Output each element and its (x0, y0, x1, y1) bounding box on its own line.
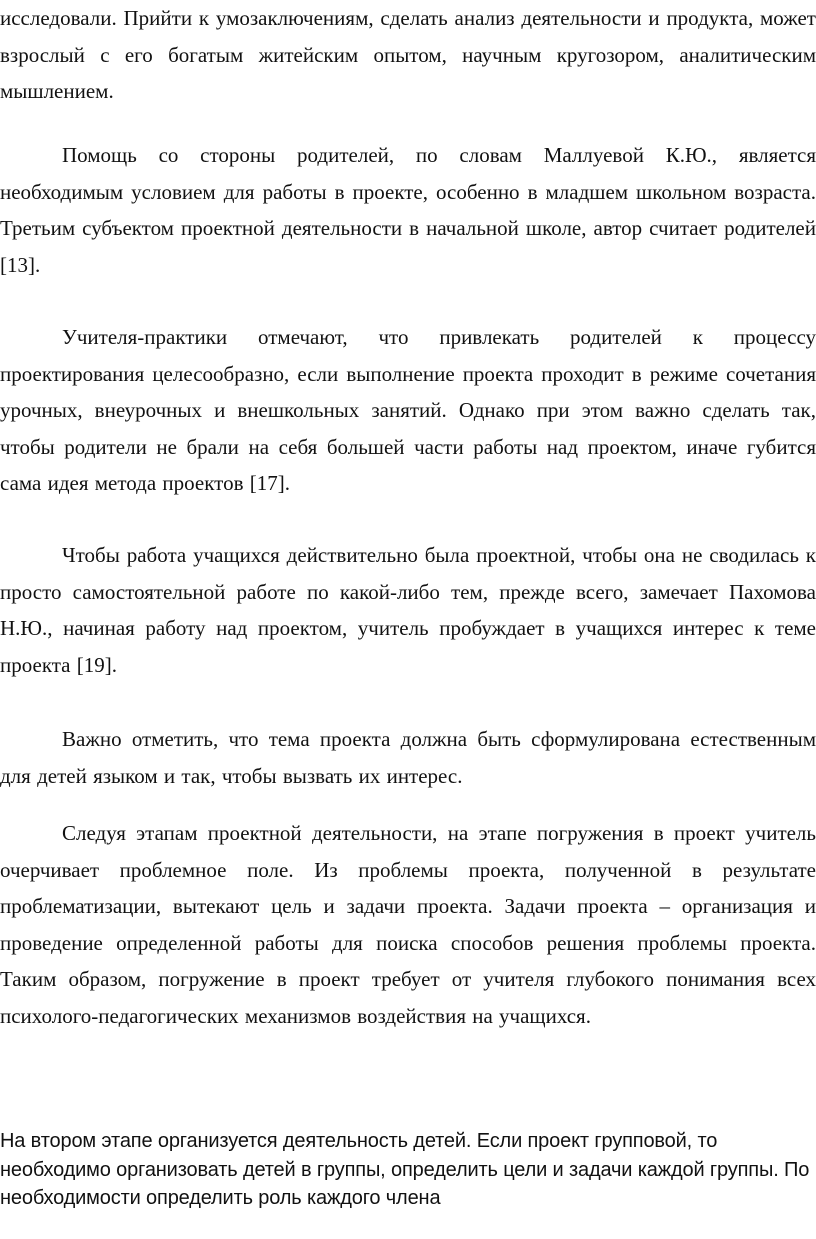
paragraph-parents-help: Помощь со стороны родителей, по словам Маллуевой К.Ю., является необходимым условием для работы в проекте, особенно в младшем школьном возраста. Третьим субъектом проектной деятельности в начальной школе, автор считает родителей [13]. (0, 143, 816, 277)
paragraph-second-stage: На втором этапе организуется деятельность детей. Если проект групповой, то необходимо организовать детей в группы, определить цели и задачи каждой группы. По необходимости определить роль каждого члена (0, 1130, 810, 1209)
paragraph-student-interest: Чтобы работа учащихся действительно была проектной, чтобы она не сводилась к просто самостоятельной работе по какой-либо тем, прежде всего, замечает Пахомова Н.Ю., начиная работу над проектом, учитель пробуждает в учащихся интерес к теме проекта [19]. (0, 543, 816, 677)
paragraph-immersion-stage: Следуя этапам проектной деятельности, на этапе погружения в проект учитель очерчивает проблемное поле. Из проблемы проекта, полученной в результате проблематизации, вытекают цель и задачи проекта. Задачи проекта – организация и проведение определенной работы для поиска способов решения проблемы проекта. Таким образом, погружение в проект требует от учителя глубокого понимания всех психолого-педагогических механизмов воздействия на учащихся. (0, 821, 816, 1028)
paragraph-project-topic: Важно отметить, что тема проекта должна быть сформулирована естественным для детей языком и так, чтобы вызвать их интерес. (0, 727, 816, 788)
paragraph-teachers-practitioners: Учителя-практики отмечают, что привлекать родителей к процессу проектирования целесообразно, если выполнение проекта проходит в режиме сочетания урочных, внеурочных и внешкольных занятий. Однако при этом важно сделать так, чтобы родители не брали на себя большей части работы над проектом, иначе губится сама идея метода проектов [17]. (0, 325, 816, 496)
paragraph-continuation: исследовали. Прийти к умозаключениям, сделать анализ деятельности и продукта, может взрослый с его богатым житейским опытом, научным кругозором, аналитическим мышлением. (0, 6, 816, 104)
